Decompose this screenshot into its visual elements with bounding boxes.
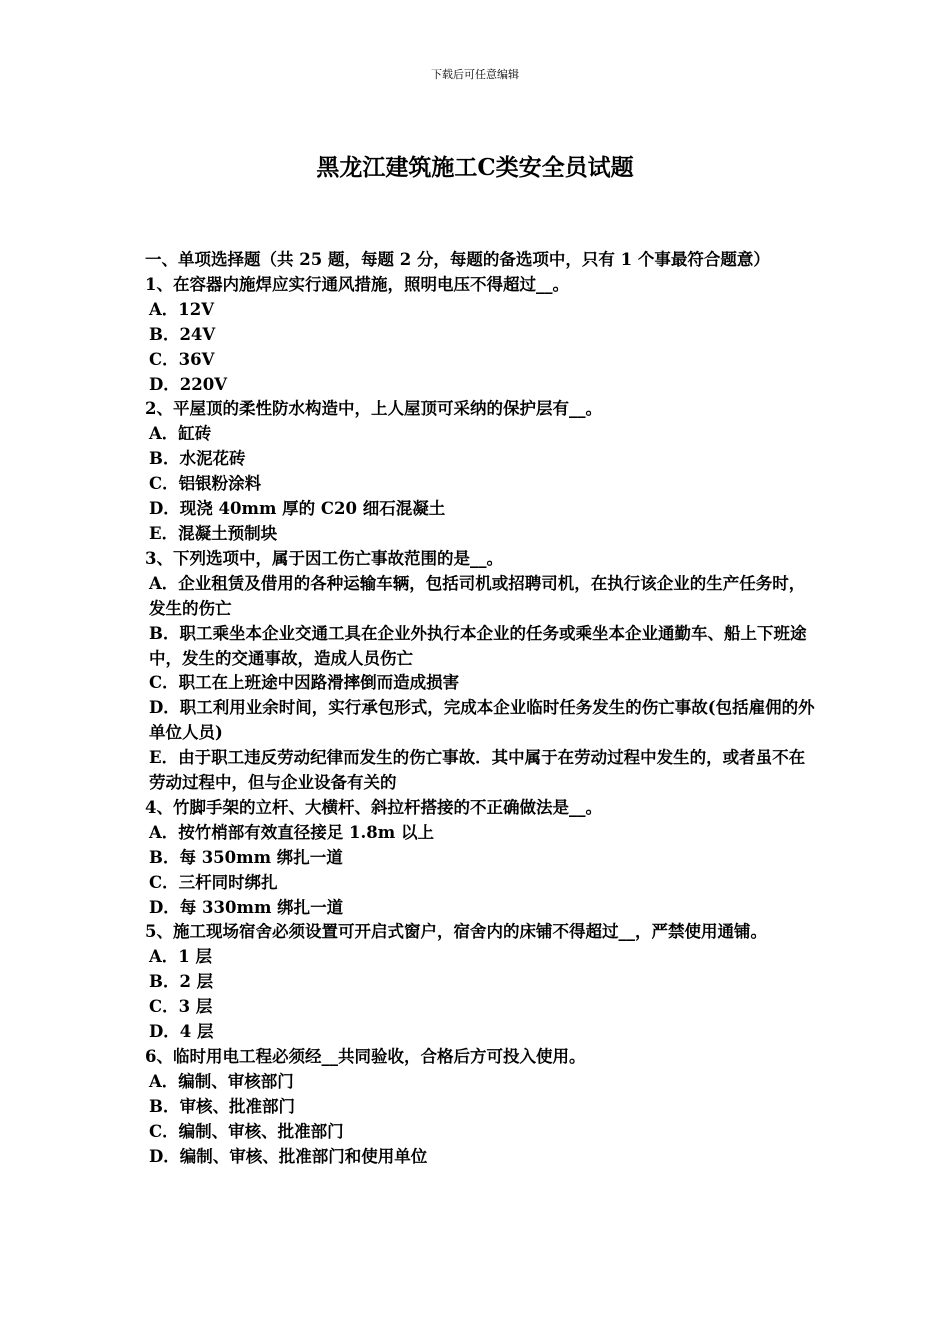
question-5-option-c: C．3 层 <box>149 997 213 1017</box>
question-3-option-b: B．职工乘坐本企业交通工具在企业外执行本企业的任务或乘坐本企业通勤车、船上下班途中，发生的交通事故，造成人员伤亡 <box>149 623 807 668</box>
question-4-option-d: D．每 330mm 绑扎一道 <box>149 897 344 917</box>
question-3-option-c: C．职工在上班途中因路滑摔倒而造成损害 <box>149 673 460 693</box>
question-6-option-a: A．编制、审核部门 <box>149 1071 294 1091</box>
question-2-option-e: E．混凝土预制块 <box>149 523 278 543</box>
question-6-option-d: D．编制、审核、批准部门和使用单位 <box>149 1146 428 1166</box>
question-2-option-a: A．缸砖 <box>149 424 212 444</box>
header-note: 下载后可任意编辑 <box>431 68 519 81</box>
question-1-option-d: D．220V <box>149 374 228 394</box>
question-3-option-a: A．企业租赁及借用的各种运输车辆，包括司机或招聘司机，在执行该企业的生产任务时，发生的伤亡 <box>149 573 806 618</box>
question-5-option-a: A．1 层 <box>149 947 213 967</box>
question-4-stem: 4、竹脚手架的立杆、大横杆、斜拉杆搭接的不正确做法是__。 <box>145 797 602 817</box>
question-2-option-d: D．现浇 40mm 厚的 C20 细石混凝土 <box>149 499 446 519</box>
question-1-option-a: A．12V <box>149 299 215 319</box>
section-heading: 一、单项选择题（共 25 题，每题 2 分，每题的备选项中，只有 1 个事最符合题意） <box>145 250 770 269</box>
question-5-option-b: B．2 层 <box>149 972 214 992</box>
question-1-option-b: B．24V <box>149 324 216 344</box>
question-1-option-c: C．36V <box>149 349 215 369</box>
question-list <box>145 248 820 1170</box>
question-4-option-a: A．按竹梢部有效直径接足 1.8m 以上 <box>149 822 434 842</box>
question-3-option-d: D．职工利用业余时间，实行承包形式，完成本企业临时任务发生的伤亡事故(包括雇佣的外单位人员) <box>149 698 815 743</box>
question-1-stem: 1、在容器内施焊应实行通风措施，照明电压不得超过__。 <box>145 274 569 294</box>
question-2-option-b: B．水泥花砖 <box>149 449 246 469</box>
question-5-option-d: D．4 层 <box>149 1022 214 1042</box>
question-2-stem: 2、平屋顶的柔性防水构造中，上人屋顶可采纳的保护层有__。 <box>145 399 602 419</box>
document-title: 黑龙江建筑施工C类安全员试题 <box>316 154 634 181</box>
question-2-option-c: C．铝银粉涂料 <box>149 474 262 494</box>
question-3-stem: 3、下列选项中，属于因工伤亡事故范围的是__。 <box>145 548 503 568</box>
question-3-option-e: E．由于职工违反劳动纪律而发生的伤亡事故．其中属于在劳动过程中发生的，或者虽不在劳动过程中，但与企业设备有关的 <box>149 748 806 793</box>
question-4-option-b: B．每 350mm 绑扎一道 <box>149 847 343 867</box>
question-5-stem: 5、施工现场宿舍必须设置可开启式窗户，宿舍内的床铺不得超过__，严禁使用通铺。 <box>145 922 767 942</box>
question-6-stem: 6、临时用电工程必须经__共同验收，合格后方可投入使用。 <box>145 1047 586 1066</box>
question-6-option-b: B．审核、批准部门 <box>149 1096 295 1116</box>
question-4-option-c: C．三杆同时绑扎 <box>149 872 278 892</box>
question-6-option-c: C．编制、审核、批准部门 <box>149 1121 344 1141</box>
